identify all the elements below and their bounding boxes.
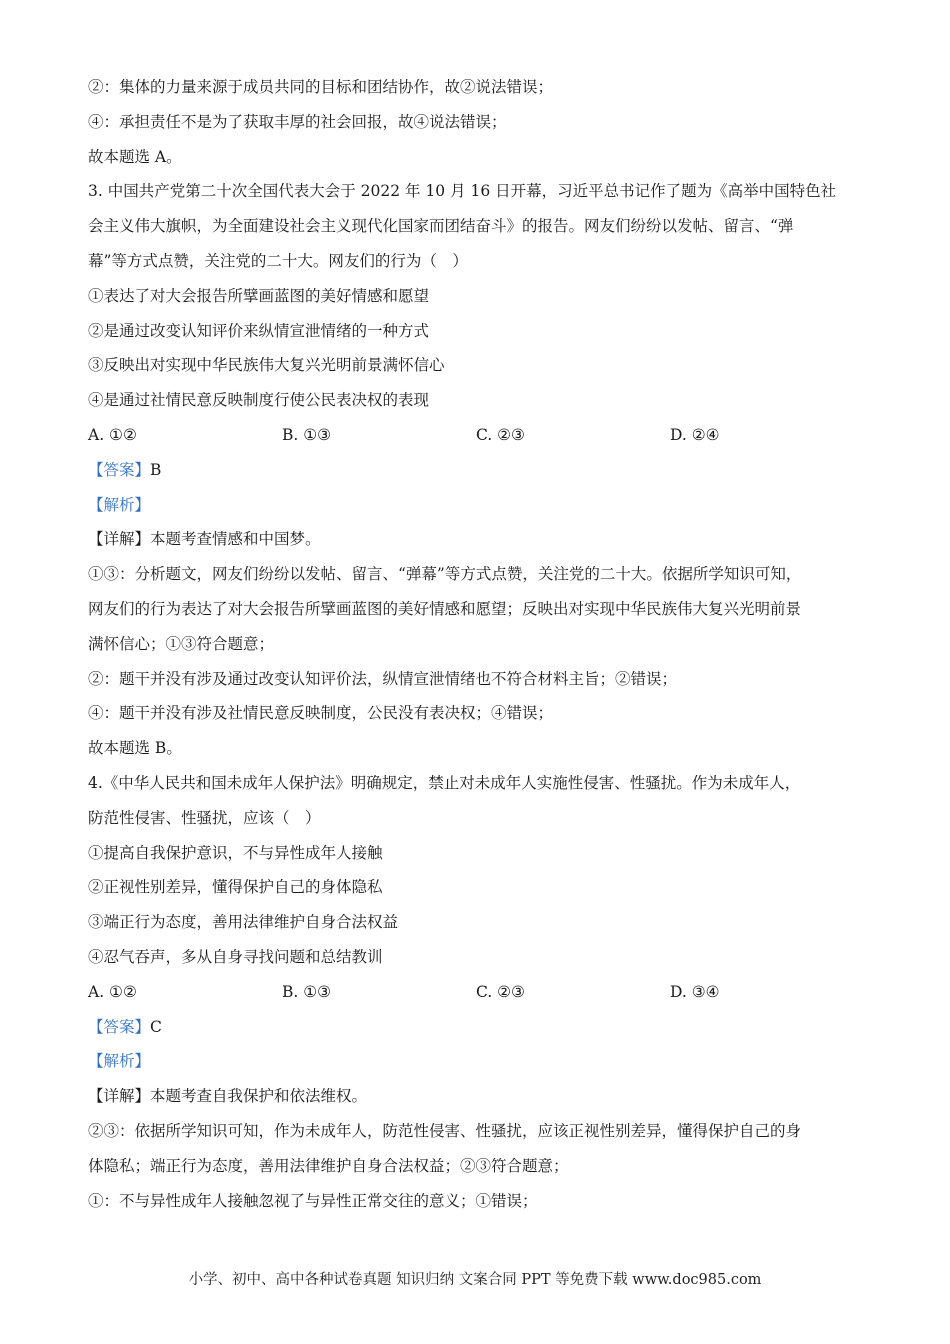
- q3-option-c: C. ②③: [476, 425, 525, 444]
- analysis-tag: 【解析】: [88, 495, 151, 514]
- q4-explain-line: ②③：依据所学知识可知，作为未成年人，防范性侵害、性骚扰，应该正视性别差异，懂得保护自己的身: [88, 1121, 802, 1140]
- detail-tag: 【详解】: [88, 530, 151, 549]
- q3-statement: ③反映出对实现中华民族伟大复兴光明前景满怀信心: [88, 356, 445, 375]
- q3-explain-line: 满怀信心；①③符合题意；: [88, 634, 275, 653]
- answer-value: B: [150, 460, 162, 479]
- q3-explain-line: 网友们的行为表达了对大会报告所擘画蓝图的美好情感和愿望；反映出对实现中华民族伟大复兴光明前景: [88, 599, 802, 618]
- q3-statement: ④是通过社情民意反映制度行使公民表决权的表现: [88, 391, 430, 410]
- q3-statement: ②是通过改变认知评价来纵情宣泄情绪的一种方式: [88, 321, 430, 340]
- q4-explain-line: ①：不与异性成年人接触忽视了与异性正常交往的意义；①错误；: [88, 1191, 538, 1210]
- prev-line: ④：承担责任不是为了获取丰厚的社会回报，故④说法错误；: [88, 112, 507, 131]
- q4-option-b: B. ①③: [282, 982, 332, 1001]
- q4-analysis: [88, 1044, 868, 1079]
- q4-statement: ①提高自我保护意识，不与异性成年人接触: [88, 843, 383, 862]
- prev-line: ②：集体的力量来源于成员共同的目标和团结协作，故②说法错误；: [88, 78, 554, 96]
- detail-text: 本题考查情感和中国梦。: [150, 530, 321, 549]
- q4-statement: ③端正行为态度，善用法律维护自身合法权益: [88, 913, 399, 932]
- q3-option-d: D. ②④: [670, 425, 720, 444]
- page-footer: 小学、初中、高中各种试卷真题 知识归纳 文案合同 PPT 等免费下载 www.doc985.com: [188, 1272, 762, 1288]
- q3-stem-line: 幕”等方式点赞，关注党的二十大。网友们的行为（ ）: [88, 251, 468, 270]
- q4-answer: [88, 1010, 868, 1045]
- q3-statement: ①表达了对大会报告所擘画蓝图的美好情感和愿望: [88, 286, 430, 305]
- q4-options: [88, 975, 868, 1010]
- answer-tag: 【答案】: [88, 460, 151, 479]
- q4-option-c: C. ②③: [476, 982, 525, 1001]
- q3-detail: [88, 522, 868, 557]
- page-content: [88, 70, 868, 1218]
- q4-stem-line: 4.《中华人民共和国未成年人保护法》明确规定，禁止对未成年人实施性侵害、性骚扰。作为未成年人，: [88, 773, 801, 792]
- q3-stem-line: 3. 中国共产党第二十次全国代表大会于 2022 年 10 月 16 日开幕，习近平总书记作了题为《高举中国特色社: [88, 182, 837, 201]
- answer-tag: 【答案】: [88, 1017, 151, 1036]
- q4-option-a: A. ①②: [88, 982, 137, 1001]
- prev-line: 故本题选 A。: [88, 147, 182, 166]
- q3-explain-line: ①③：分析题文，网友们纷纷以发帖、留言、“弹幕”等方式点赞，关注党的二十大。依据所学知识可知，: [88, 565, 802, 584]
- q4-statement: ②正视性别差异，懂得保护自己的身体隐私: [88, 878, 383, 897]
- analysis-tag: 【解析】: [88, 1052, 151, 1071]
- q3-option-b: B. ①③: [282, 425, 332, 444]
- q3-answer: [88, 453, 868, 488]
- q4-detail: [88, 1079, 868, 1114]
- q3-explain-line: ④：题干并没有涉及社情民意反映制度，公民没有表决权；④错误；: [88, 704, 554, 723]
- q3-stem-line: 会主义伟大旗帜，为全面建设社会主义现代化国家而团结奋斗》的报告。网友们纷纷以发帖、留言、“弹: [88, 217, 794, 236]
- answer-value: C: [150, 1017, 162, 1036]
- detail-text: 本题考查自我保护和依法维权。: [150, 1087, 368, 1106]
- q3-option-a: A. ①②: [88, 425, 137, 444]
- q4-explain-line: 体隐私；端正行为态度，善用法律维护自身合法权益；②③符合题意；: [88, 1156, 569, 1175]
- q3-options: [88, 418, 868, 453]
- q3-analysis: [88, 488, 868, 523]
- q4-statement: ④忍气吞声，多从自身寻找问题和总结教训: [88, 947, 383, 966]
- detail-tag: 【详解】: [88, 1087, 151, 1106]
- q3-explain-line: ②：题干并没有涉及通过改变认知评价法，纵情宣泄情绪也不符合材料主旨；②错误；: [88, 669, 678, 688]
- q3-explain-line: 故本题选 B。: [88, 739, 182, 758]
- q4-stem-line: 防范性侵害、性骚扰，应该（ ）: [88, 808, 321, 827]
- q4-option-d: D. ③④: [670, 982, 720, 1001]
